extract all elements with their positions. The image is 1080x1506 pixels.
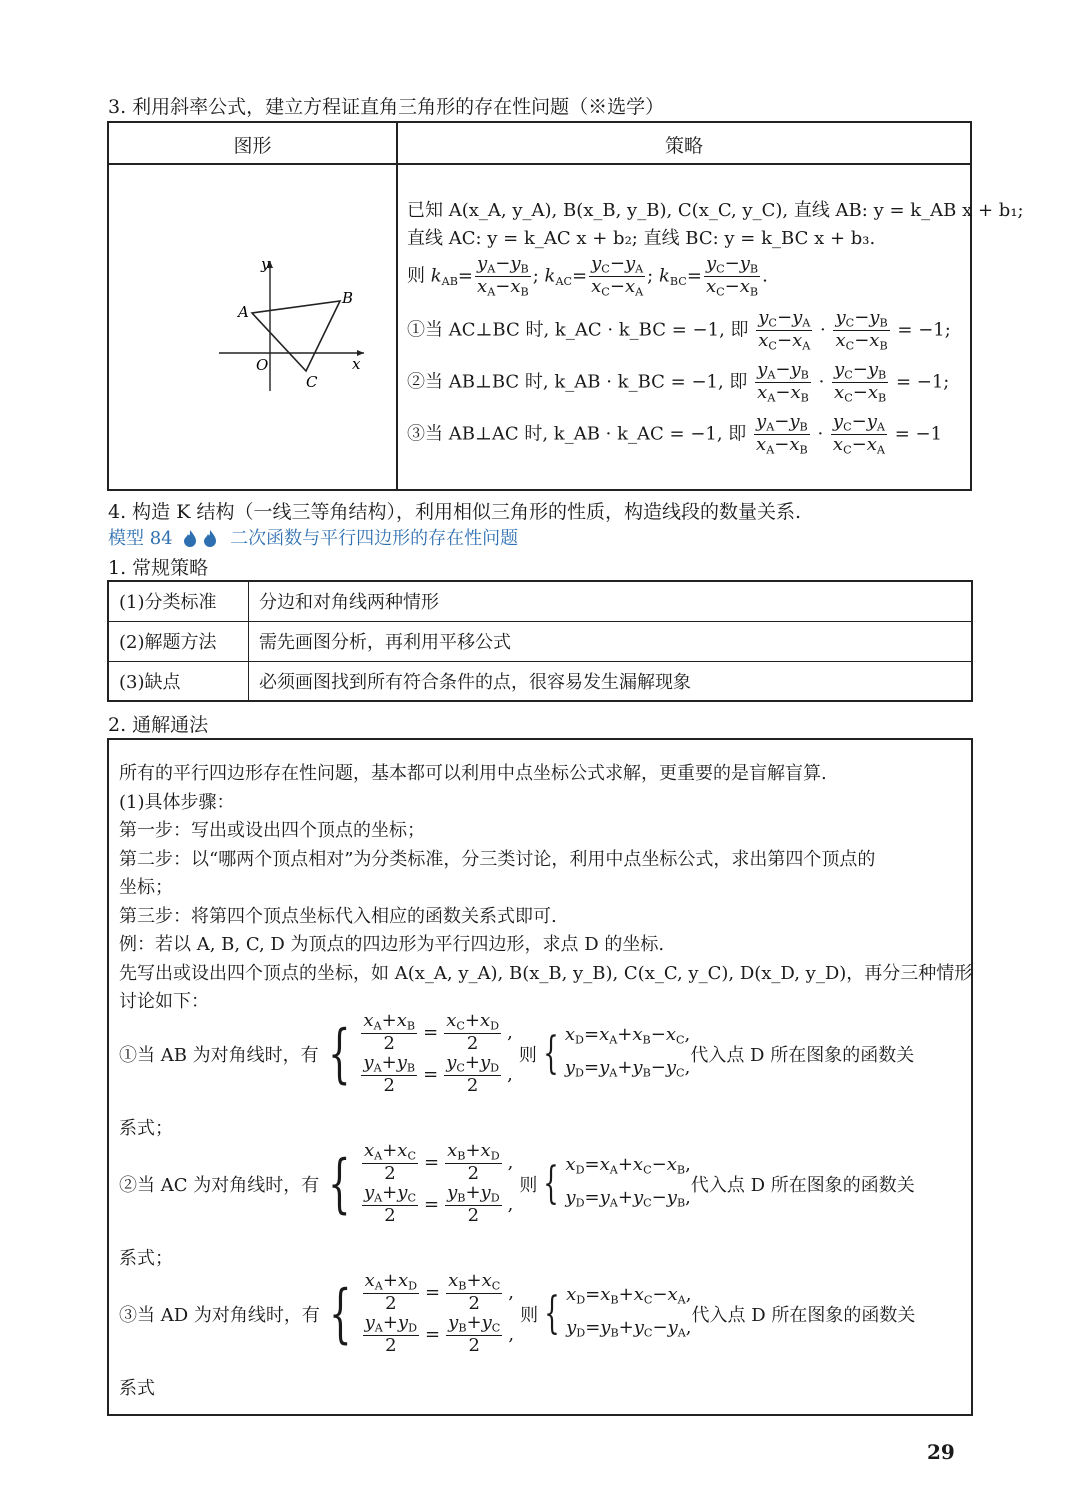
para-8: 先写出或设出四个顶点的坐标，如 A(x_A, y_A), B(x_B, y_B), C(x_C, y_C), D(x_D, y_D)，再分三种情形	[119, 962, 973, 984]
page-number: 29	[927, 1440, 955, 1464]
then-text: 则	[519, 1174, 538, 1196]
point-b-label: B	[342, 289, 354, 307]
slope-formulas: 则 $k_{AB}=$ $\frac{y_A-y_B}{x_A-x_B}$ ; $k_{AC}=$ $\frac{y_C-y_A}{x_C-x_A}$ ; $k_{BC}=$ $\frac{y_C-y_B}{x_C-x_B}$ .	[407, 253, 768, 299]
case-2: ②当 AB⊥BC 时, k_AB · k_BC = −1, 即 $\frac{y_A-y_B}{x_A-x_B}$ · $\frac{y_C-y_B}{x_C-x_B}$ = −1;	[407, 359, 950, 405]
x-axis-label: x	[352, 355, 361, 373]
then-text: 则	[520, 1304, 539, 1326]
y-axis-label: y	[261, 255, 270, 273]
row-key: (3)缺点	[108, 661, 249, 701]
para-1: 所有的平行四边形存在性问题，基本都可以利用中点坐标公式求解，更重要的是盲解盲算.	[119, 763, 827, 784]
para-2: (1)具体步骤：	[119, 791, 235, 813]
case-1-result: = −1;	[897, 319, 951, 341]
case-ad-text: ③当 AD 为对角线时，有	[119, 1304, 320, 1326]
section3-title: 3. 利用斜率公式，建立方程证直角三角形的存在性问题（※选学）	[108, 96, 665, 118]
column-header-strategy: 策略	[664, 135, 703, 157]
para-4: 第二步：以“哪两个顶点相对”为分类标准，分三类讨论，利用中点坐标公式，求出第四个顶点的	[119, 848, 876, 870]
case-3-text: ③当 AB⊥AC 时, k_AB · k_AC = −1, 即	[407, 423, 747, 445]
model-label: 模型 84	[108, 528, 173, 549]
diagonal-case-ad: ③当 AD 为对角线时，有 { $\frac{x_A+x_D}{2}$ = $\frac{x_B+x_C}{2}$ , $\frac{y_A+y_D}{2}$ = $\frac{y_B+y_C}{2}$ , 则 { $x_D=x_B+x_C-x_A$, $y_D=y_B+y_C-y_A$, 代入点 D 所在图象的函数关	[119, 1270, 916, 1356]
model-title: 二次函数与平行四边形的存在性问题	[230, 528, 519, 549]
strategy-line-2: 直线 AC: y = k_AC x + b₂; 直线 BC: y = k_BC x + b₃.	[407, 228, 876, 249]
case-1: ①当 AC⊥BC 时, k_AC · k_BC = −1, 即 $\frac{y_C-y_A}{x_C-x_A}$ · $\frac{y_C-y_B}{x_C-x_B}$ = −1;	[407, 307, 951, 353]
para-7: 例：若以 A, B, C, D 为顶点的四边形为平行四边形，求点 D 的坐标.	[119, 934, 665, 955]
para-5: 坐标；	[119, 877, 173, 898]
row-value: 需先画图分析，再利用平移公式	[249, 621, 973, 661]
case-ac-tail: 系式；	[119, 1248, 173, 1269]
case-ad-tail: 系式	[119, 1378, 155, 1399]
row-value: 必须画图找到所有符合条件的点，很容易发生漏解现象	[249, 661, 973, 701]
para-9: 讨论如下：	[119, 991, 209, 1012]
table-row	[108, 661, 972, 701]
substitute-text: 代入点 D 所在图象的函数关	[691, 1304, 916, 1326]
case-1-text: ①当 AC⊥BC 时, k_AC · k_BC = −1, 即	[407, 319, 749, 341]
table-row	[108, 621, 972, 661]
diagonal-case-ac: ②当 AC 为对角线时，有 { $\frac{x_A+x_C}{2}$ = $\frac{x_B+x_D}{2}$ , $\frac{y_A+y_C}{2}$ = $\frac{y_B+y_D}{2}$ , 则 { $x_D=x_A+x_C-x_B$, $y_D=y_A+y_C-y_B$, 代入点 D 所在图象的函数关	[119, 1140, 915, 1226]
general-heading: 1. 常规策略	[108, 557, 209, 579]
substitute-text: 代入点 D 所在图象的函数关	[690, 1174, 915, 1196]
strategy-line-1: 已知 A(x_A, y_A), B(x_B, y_B), C(x_C, y_C), 直线 AB: y = k_AB x + b₁;	[407, 200, 1024, 221]
case-ac-text: ②当 AC 为对角线时，有	[119, 1174, 320, 1196]
case-ab-text: ①当 AB 为对角线时，有	[119, 1044, 319, 1066]
para-6: 第三步：将第四个顶点坐标代入相应的函数关系式即可.	[119, 905, 557, 927]
column-header-figure: 图形	[233, 135, 272, 157]
case-ab-tail: 系式；	[119, 1118, 173, 1139]
triangle-figure	[214, 253, 374, 393]
substitute-text: 代入点 D 所在图象的函数关	[690, 1044, 915, 1066]
row-key: (1)分类标准	[108, 581, 249, 621]
case-2-text: ②当 AB⊥BC 时, k_AB · k_BC = −1, 即	[407, 371, 748, 393]
universal-method-box	[107, 738, 973, 1416]
table-row	[108, 581, 972, 621]
point-c-label: C	[306, 373, 318, 391]
universal-heading: 2. 通解通法	[108, 714, 209, 736]
row-value: 分边和对角线两种情形	[249, 581, 973, 621]
then-text: 则	[407, 265, 425, 287]
general-strategy-table	[107, 580, 973, 702]
row-key: (2)解题方法	[108, 621, 249, 661]
then-text: 则	[518, 1044, 537, 1066]
section4-text: 4. 构造 K 结构（一线三等角结构），利用相似三角形的性质，构造线段的数量关系.	[108, 501, 801, 523]
flame-icon	[182, 529, 220, 547]
case-2-result: = −1;	[895, 371, 950, 393]
case-3-result: = −1	[894, 423, 943, 445]
slope-table	[107, 121, 1024, 491]
origin-label: O	[256, 356, 269, 374]
case-3: ③当 AB⊥AC 时, k_AB · k_AC = −1, 即 $\frac{y_A-y_B}{x_A-x_B}$ · $\frac{y_C-y_A}{x_C-x_A}$ = −1	[407, 411, 943, 457]
diagonal-case-ab: ①当 AB 为对角线时，有 { $\frac{x_A+x_B}{2}$ = $\frac{x_C+x_D}{2}$ , $\frac{y_A+y_B}{2}$ = $\frac{y_C+y_D}{2}$ , 则 { $x_D=x_A+x_B-x_C$, $y_D=y_A+y_B-y_C$, 代入点 D 所在图象的函数关	[119, 1010, 915, 1096]
point-a-label: A	[238, 303, 249, 321]
para-3: 第一步：写出或设出四个顶点的坐标；	[119, 820, 425, 841]
model-heading	[108, 524, 518, 550]
